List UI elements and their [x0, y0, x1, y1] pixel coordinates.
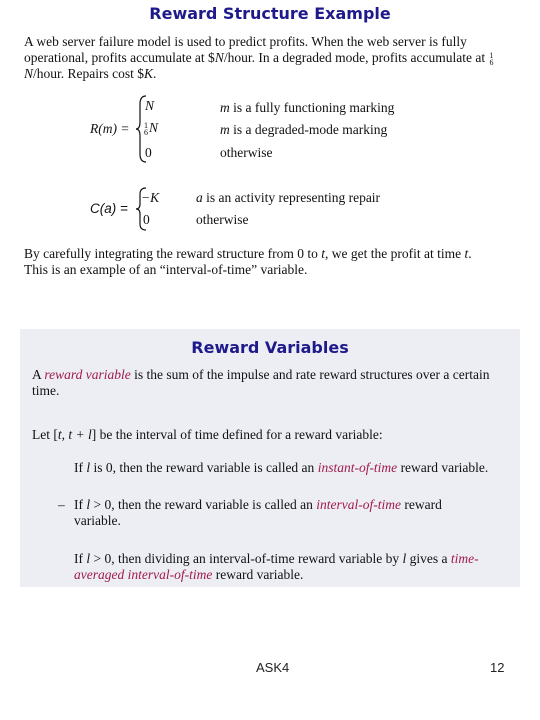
c-case-2-cond: otherwise	[196, 212, 249, 227]
bullet-instant-of-time: If l is 0, then the reward variable is called an instant-of-time reward variable.	[74, 460, 489, 475]
intro-paragraph: A web server failure model is used to predict profits. When the web server is fully operational, profits accumulate at $N/hour. In a degraded mode, profits accumulate at 1 6 N/hour. Repairs cost $K.	[24, 34, 494, 81]
r-case-1-expr: N	[145, 98, 155, 113]
term-interval-of-time: interval-of-time	[316, 497, 402, 512]
interval-definition: Let [t, t + l] be the interval of time defined for a reward variable:	[32, 427, 383, 442]
c-function-lhs: C(a) =	[90, 201, 128, 216]
reward-variable-definition: A reward variable is the sum of the impulse and rate reward structures over a certain time.	[32, 367, 490, 398]
c-case-1-expr: −K	[141, 190, 160, 205]
r-case-3-expr: 0	[145, 145, 152, 160]
footer-label: ASK4	[256, 660, 290, 675]
bullet-time-averaged: If l > 0, then dividing an interval-of-time reward variable by l gives a time-averaged interval-of-time reward variable.	[74, 551, 479, 582]
r-case-2-expr: 1 6 N	[144, 120, 159, 137]
r-case-1-cond: m is a fully functioning marking	[220, 100, 395, 115]
term-instant-of-time: instant-of-time	[317, 460, 398, 475]
page-number: 12	[490, 660, 505, 675]
r-case-3-cond: otherwise	[220, 145, 273, 160]
bullet-dash-icon: –	[58, 497, 65, 512]
fraction-one-sixth: 1 6	[489, 50, 494, 67]
slide-title-reward-structure: Reward Structure Example	[149, 4, 391, 23]
c-case-1-cond: a is an activity representing repair	[196, 190, 381, 205]
r-case-2-cond: m is a degraded-mode marking	[220, 122, 388, 137]
bullet-interval-of-time: If l > 0, then the reward variable is called an interval-of-time reward variable.	[74, 497, 442, 528]
outro-paragraph: By carefully integrating the reward structure from 0 to t, we get the profit at time t. This is an example of an “interval-of-time” variable.	[24, 246, 472, 277]
r-function-lhs: R(m) =	[90, 121, 130, 136]
term-time-averaged: time-averaged interval-of-time	[74, 551, 479, 582]
term-reward-variable: reward variable	[44, 367, 131, 382]
c-case-2-expr: 0	[143, 212, 150, 227]
slide-title-reward-variables: Reward Variables	[191, 338, 349, 357]
